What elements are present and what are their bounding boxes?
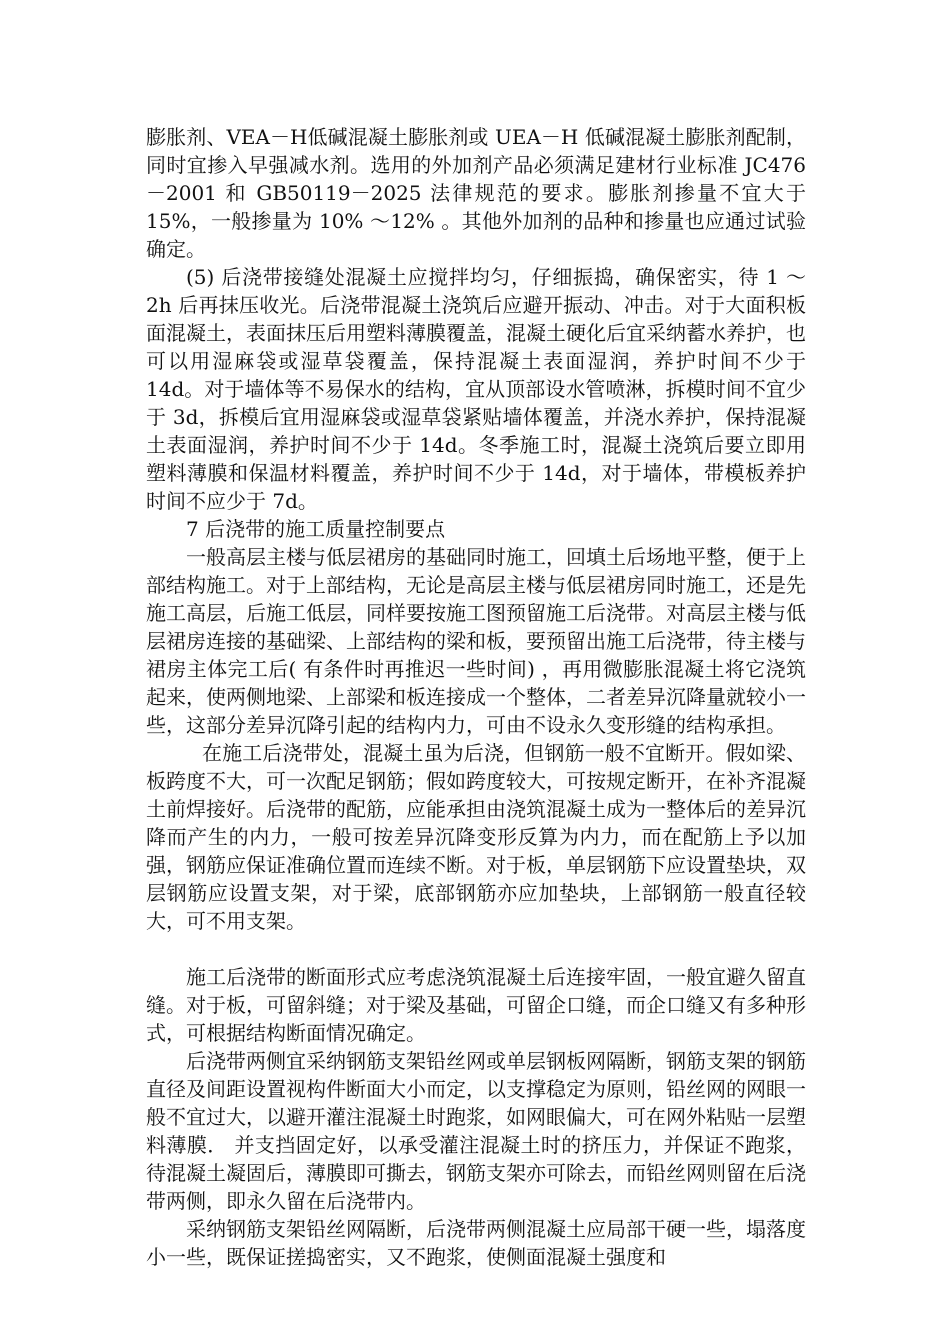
paragraph-foundation-construction: 一般高层主楼与低层裙房的基础同时施工，回填土后场地平整，便于上部结构施工。对于上部结构，无论是高层主楼与低层裙房同时施工，还是先施工高层，后施工低层，同样要按施工图预留施工后浇带。对高层主楼与低层裙房连接的基础梁、上部结构的梁和板，要预留出施工后浇带，待主楼与裙房主体完工后( 有条件时再推迟一些时间) ，再用微膨胀混凝土将它浇筑起来，使两侧地梁、上部梁和板连接成一个整体，二者差异沉降量就较小一些，这部分差异沉降引起的结构内力，可由不设永久变形缝的结构承担。 (146, 545, 806, 737)
paragraph-admixture-continuation: 膨胀剂、VEA－H低碱混凝土膨胀剂或 UEA－H 低碱混凝土膨胀剂配制，同时宜掺入早强减水剂。选用的外加剂产品必须满足建材行业标准 JC476－2001 和 GB50119－2025 法律规范的要求。膨胀剂掺量不宜大于 15%，一般掺量为 10% ～12% 。其他外加剂的品种和掺量也应通过试验确定。 (146, 125, 806, 261)
paragraph-reinforcement: 在施工后浇带处，混凝土虽为后浇，但钢筋一般不宜断开。假如梁、板跨度不大，可一次配足钢筋；假如跨度较大，可按规定断开，在补齐混凝土前焊接好。后浇带的配筋，应能承担由浇筑混凝土成为一整体后的差异沉降而产生的内力，一般可按差异沉降变形反算为内力，而在配筋上予以加强，钢筋应保证准确位置而连续不断。对于板，单层钢筋下应设置垫块，双层钢筋应设置支架，对于梁，底部钢筋亦应加垫块，上部钢筋一般直径较大，可不用支架。 (146, 741, 806, 933)
paragraph-item-5-curing: (5) 后浇带接缝处混凝土应搅拌均匀，仔细振捣，确保密实，待 1 ～2h 后再抹压收光。后浇带混凝土浇筑后应避开振动、冲击。对于大面积板面混凝土，表面抹压后用塑料薄膜覆盖，混凝土硬化后宜采纳蓄水养护，也可以用湿麻袋或湿草袋覆盖，保持混凝土表面湿润，养护时间不少于 14d。对于墙体等不易保水的结构，宜从顶部设水管喷淋，拆模时间不宜少于 3d，拆模后宜用湿麻袋或湿草袋紧贴墙体覆盖，并浇水养护，保持混凝土表面湿润，养护时间不少于 14d。冬季施工时，混凝土浇筑后要立即用塑料薄膜和保温材料覆盖，养护时间不少于 14d，对于墙体，带模板养护时间不应少于 7d。 (146, 265, 806, 513)
section-heading-quality-control: 7 后浇带的施工质量控制要点 (186, 517, 446, 541)
document-body (146, 123, 806, 1271)
paragraph-section-form: 施工后浇带的断面形式应考虑浇筑混凝土后连接牢固，一般宜避久留直缝。对于板，可留斜缝；对于梁及基础，可留企口缝，而企口缝又有多种形式，可根据结构断面情况确定。 (146, 965, 806, 1045)
paragraph-concrete-consistency: 采纳钢筋支架铅丝网隔断，后浇带两侧混凝土应局部干硬一些，塌落度小一些，既保证搓捣密实，又不跑浆，使侧面混凝土强度和 (146, 1217, 806, 1269)
paragraph-wire-mesh-partition: 后浇带两侧宜采纳钢筋支架铅丝网或单层钢板网隔断，钢筋支架的钢筋直径及间距设置视构件断面大小而定，以支撑稳定为原则，铅丝网的网眼一般不宜过大，以避开灌注混凝土时跑浆，如网眼偏大，可在网外粘贴一层塑料薄膜． 并支挡固定好，以承受灌注混凝土时的挤压力，并保证不跑浆，待混凝土凝固后，薄膜即可撕去，钢筋支架亦可除去，而铅丝网则留在后浇带两侧，即永久留在后浇带内。 (146, 1049, 806, 1213)
